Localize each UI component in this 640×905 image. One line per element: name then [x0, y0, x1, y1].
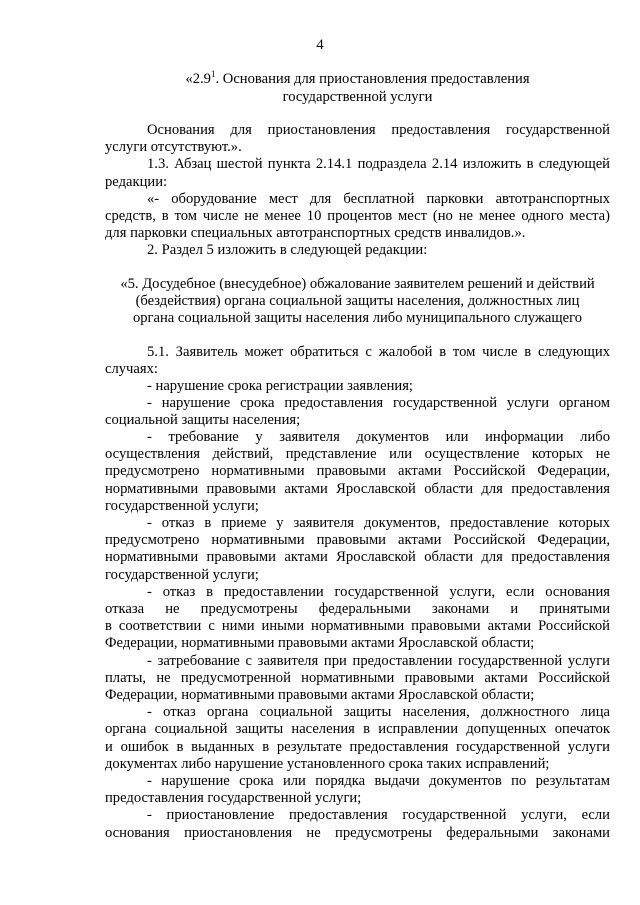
paragraph-line: документах либо нарушение установленного срока таких исправлений; [105, 756, 550, 772]
paragraph-line: социальной защиты населения; [105, 412, 301, 428]
paragraph-line: государственной услуги; [105, 567, 259, 583]
list-item: - требование у заявителя документов или информации либо [147, 429, 610, 445]
paragraph-line: нормативными правовыми актами Ярославской области для предоставления [105, 549, 610, 565]
paragraph-line: редакции: [105, 174, 168, 190]
paragraph-line: услуги отсутствуют.». [105, 139, 242, 155]
section-heading-2-9-1-line2: государственной услуги [282, 89, 433, 105]
paragraph-line: Основания для приостановления предоставления государственной [147, 122, 610, 138]
list-item: - нарушение срока или порядка выдачи документов по результатам [147, 773, 610, 789]
section-5-heading-line2: (бездействия) органа социальной защиты населения, должностных лиц [135, 293, 580, 309]
paragraph-line: 2. Раздел 5 изложить в следующей редакции: [147, 242, 428, 258]
section-5-heading: «5. Досудебное (внесудебное) обжалование заявителем решений и действий [120, 276, 595, 292]
section-5-heading-line3: органа социальной защиты населения либо муниципального служащего [132, 310, 583, 326]
paragraph-line: предоставления государственной услуги; [105, 790, 362, 806]
list-item: - приостановление предоставления государственной услуги, если [147, 807, 610, 823]
paragraph-line: в соответствии с ними иными нормативными правовыми актами Российской [105, 618, 610, 634]
paragraph-line: Федерации, нормативными правовыми актами Ярославской области; [105, 687, 535, 703]
paragraph-line: и ошибок в выданных в результате предоставления государственной услуги [105, 739, 610, 755]
list-item: - отказ в приеме у заявителя документов, предоставление которых [147, 515, 610, 531]
paragraph-line: «- оборудование мест для бесплатной парковки автотранспортных [147, 191, 610, 207]
paragraph-line: основания приостановления не предусмотрены федеральными законами [105, 825, 610, 841]
paragraph-line: предусмотрено нормативными правовыми актами Российской Федерации, [105, 532, 610, 548]
paragraph-line: 1.3. Абзац шестой пункта 2.14.1 подраздела 2.14 изложить в следующей [147, 156, 610, 172]
list-item: - отказ в предоставлении государственной услуги, если основания [147, 584, 610, 600]
paragraph-line: для парковки специальных автотранспортных средств инвалидов.». [105, 225, 526, 241]
list-item: - нарушение срока регистрации заявления; [147, 378, 413, 394]
paragraph-line: Федерации, нормативными правовыми актами Ярославской области; [105, 635, 535, 651]
paragraph-line: предусмотрено нормативными правовыми актами Российской Федерации, [105, 463, 610, 479]
paragraph-line: осуществления действий, представление или осуществление которых не [105, 446, 610, 462]
paragraph-line: 5.1. Заявитель может обратиться с жалобой в том числе в следующих [147, 344, 610, 360]
heading-prefix: «2.9 [185, 71, 211, 87]
paragraph-line: случаях: [105, 361, 158, 377]
paragraph-line: отказа не предусмотрены федеральными законами и принятыми [105, 601, 610, 617]
paragraph-line: платы, не предусмотренной нормативными правовыми актами Российской [105, 670, 610, 686]
paragraph-line: нормативными правовыми актами Ярославской области для предоставления [105, 481, 610, 497]
list-item: - затребование с заявителя при предоставлении государственной услуги [147, 653, 610, 669]
heading-superscript: 1 [210, 69, 216, 80]
heading-rest: . Основания для приостановления предоставления [215, 71, 530, 87]
list-item: - отказ органа социальной защиты населения, должностного лица [147, 704, 610, 720]
paragraph-line: государственной услуги; [105, 498, 259, 514]
paragraph-line: органа социальной защиты населения в исправлении допущенных опечаток [105, 721, 610, 737]
paragraph-line: средств, в том числе не менее 10 процентов мест (но не менее одного места) [105, 208, 610, 224]
section-heading-2-9-1 [105, 70, 610, 88]
page-number: 4 [316, 37, 324, 53]
list-item: - нарушение срока предоставления государственной услуги органом [147, 395, 610, 411]
